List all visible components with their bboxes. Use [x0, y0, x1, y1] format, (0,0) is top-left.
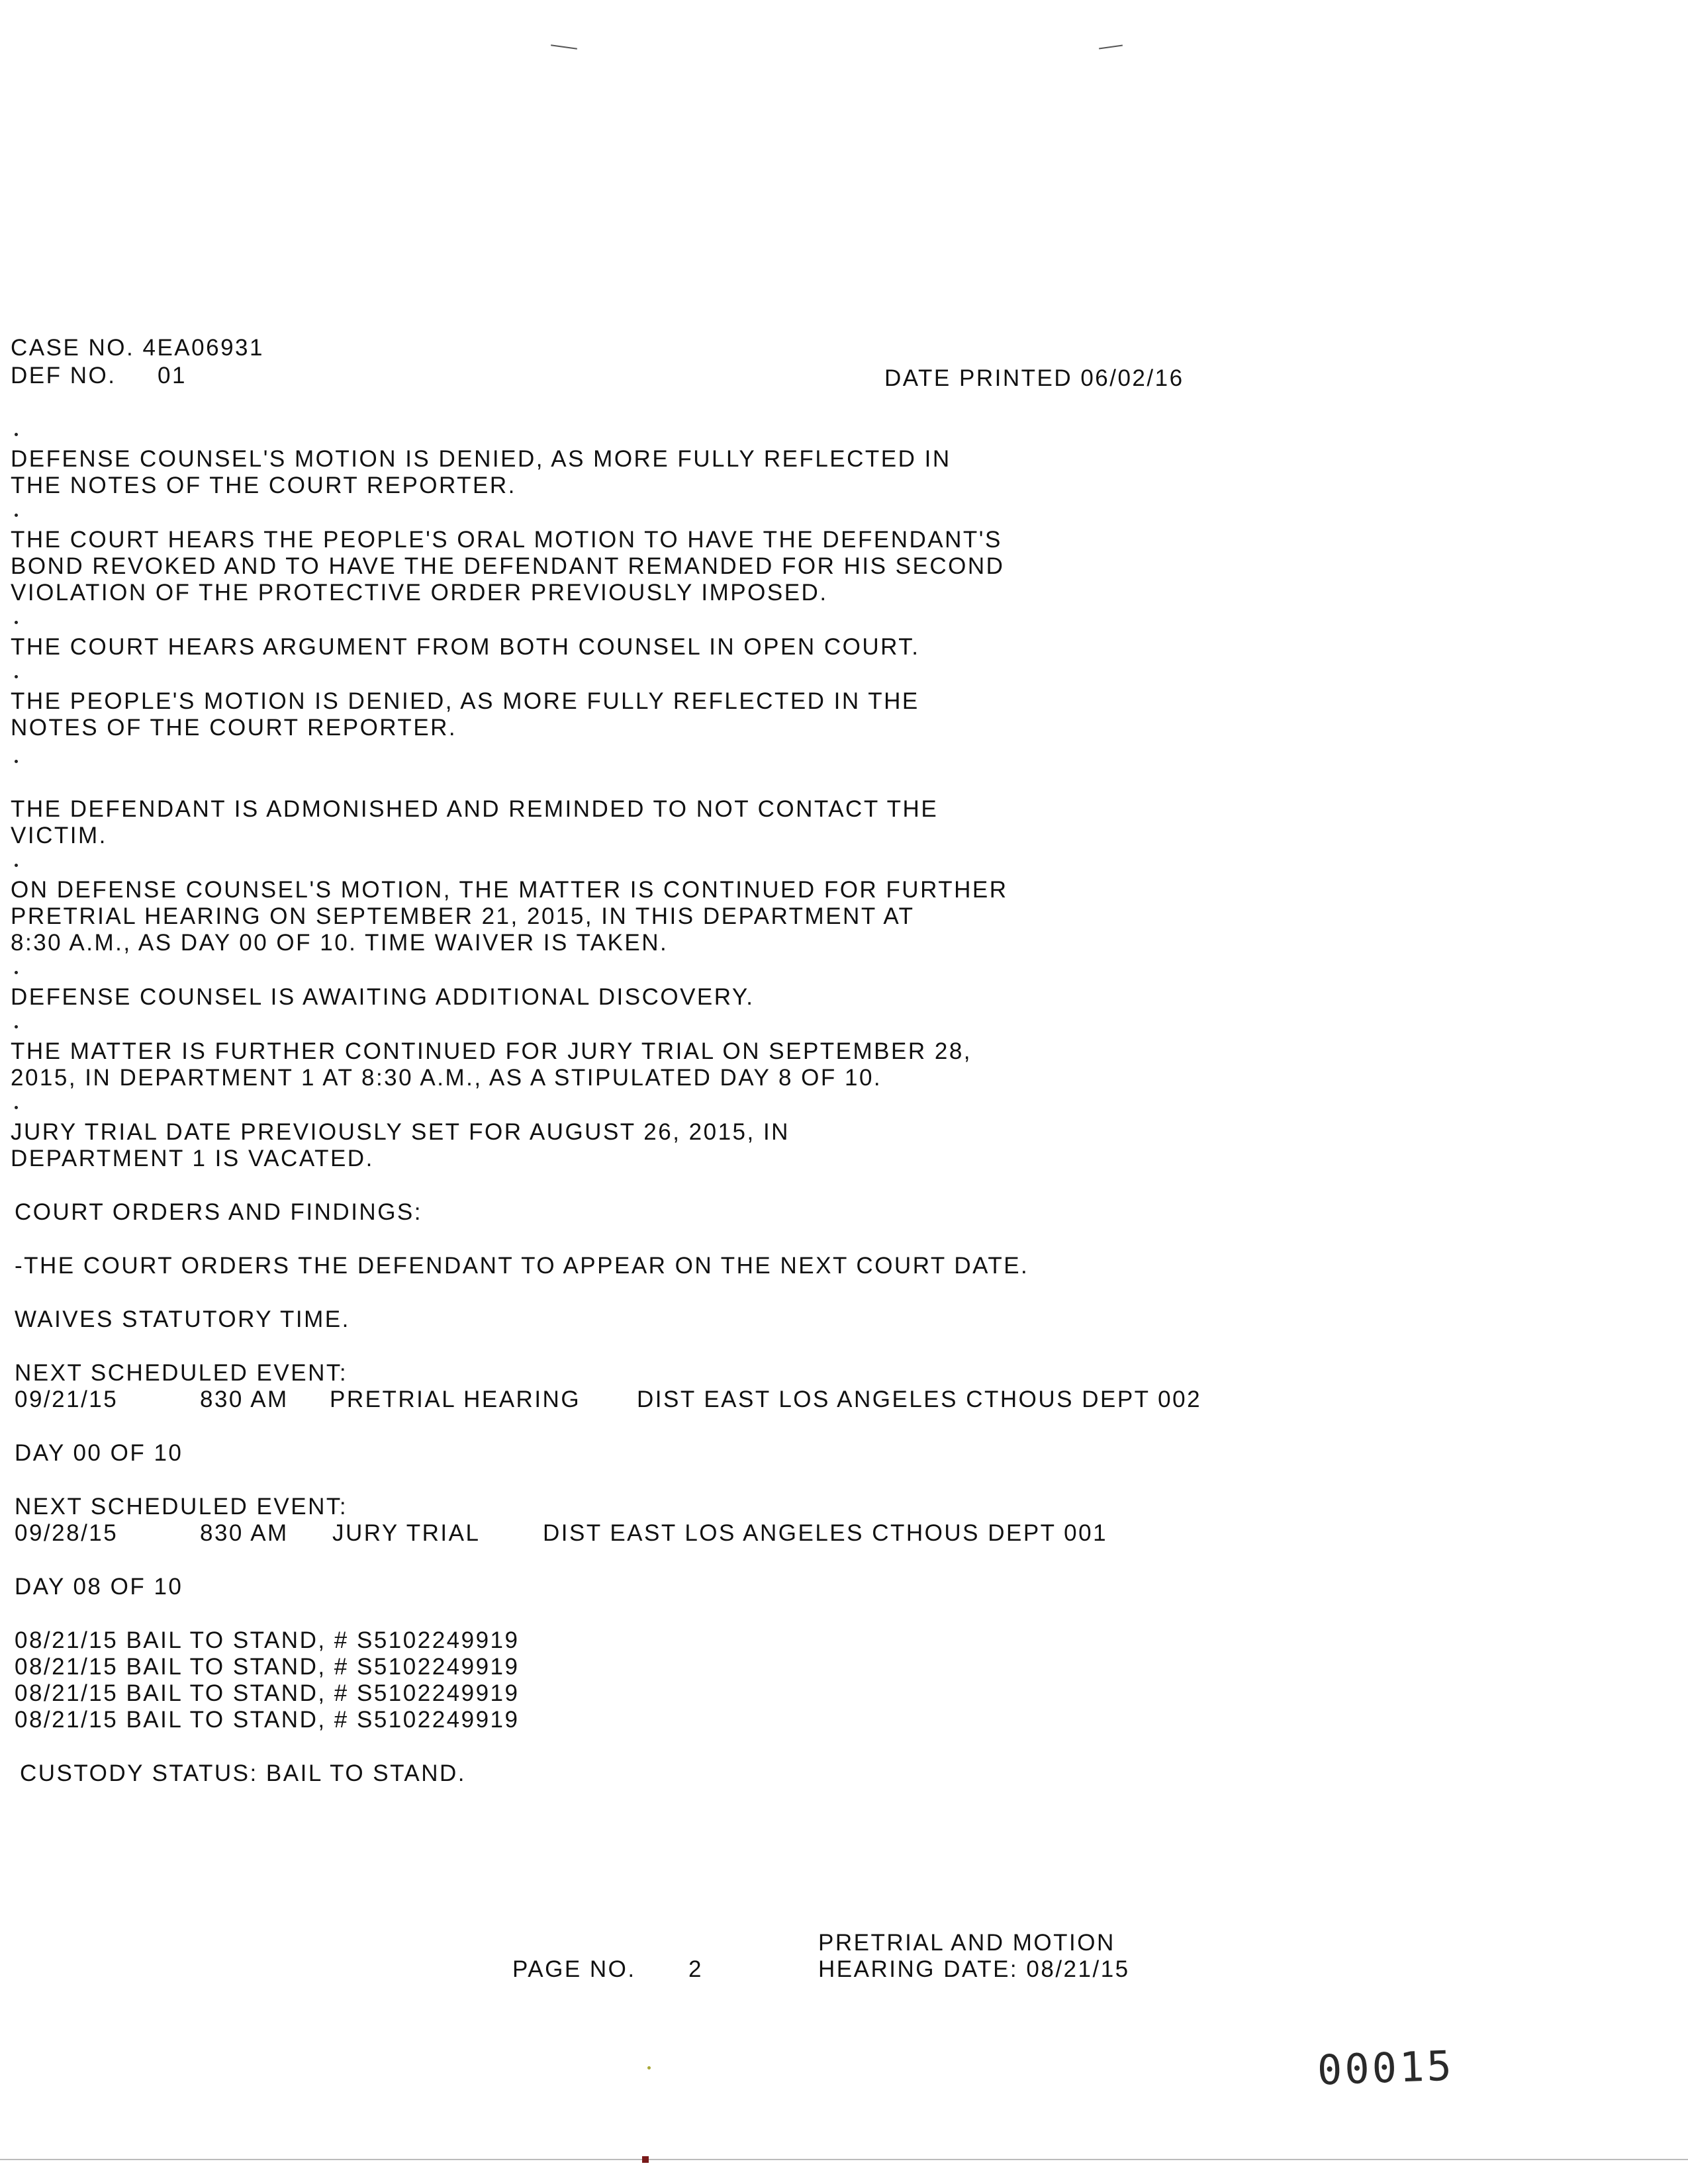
paragraph-line: THE DEFENDANT IS ADMONISHED AND REMINDED TO NOT CONTACT THE	[11, 796, 939, 822]
paragraph-line: THE COURT HEARS THE PEOPLE'S ORAL MOTION TO HAVE THE DEFENDANT'S	[11, 527, 1002, 553]
event-time: 830 AM	[200, 1387, 289, 1412]
event-date: 09/21/15	[15, 1387, 118, 1412]
event-location: DIST EAST LOS ANGELES CTHOUS DEPT 002	[637, 1387, 1202, 1412]
next-event-label: NEXT SCHEDULED EVENT:	[15, 1494, 348, 1520]
event-type: JURY TRIAL	[332, 1520, 481, 1546]
paragraph-line: 8:30 A.M., AS DAY 00 OF 10. TIME WAIVER IS TAKEN.	[11, 930, 669, 956]
paragraph-line: VICTIM.	[11, 823, 107, 848]
separator-dot	[15, 621, 18, 624]
separator-dot	[15, 971, 18, 974]
hearing-type: PRETRIAL AND MOTION	[818, 1930, 1115, 1956]
bail-line: 08/21/15 BAIL TO STAND, # S5102249919	[15, 1627, 520, 1653]
paragraph-line: DEFENSE COUNSEL IS AWAITING ADDITIONAL DISCOVERY.	[11, 984, 755, 1010]
paragraph-line: ON DEFENSE COUNSEL'S MOTION, THE MATTER IS CONTINUED FOR FURTHER	[11, 877, 1008, 903]
page-number: 2	[688, 1956, 703, 1982]
bail-line: 08/21/15 BAIL TO STAND, # S5102249919	[15, 1707, 520, 1733]
next-event-label: NEXT SCHEDULED EVENT:	[15, 1360, 348, 1386]
scan-mark	[647, 2066, 651, 2070]
separator-dot	[15, 760, 18, 763]
paragraph-line: THE COURT HEARS ARGUMENT FROM BOTH COUNSEL IN OPEN COURT.	[11, 634, 920, 660]
waives-statutory-time: WAIVES STATUTORY TIME.	[15, 1306, 350, 1332]
separator-dot	[15, 1106, 18, 1109]
paragraph-line: 2015, IN DEPARTMENT 1 AT 8:30 A.M., AS A STIPULATED DAY 8 OF 10.	[11, 1065, 882, 1091]
scan-edge-line	[0, 2159, 1688, 2160]
separator-dot	[15, 433, 18, 436]
bail-line: 08/21/15 BAIL TO STAND, # S5102249919	[15, 1654, 520, 1680]
separator-dot	[15, 1025, 18, 1028]
paragraph-line: BOND REVOKED AND TO HAVE THE DEFENDANT REMANDED FOR HIS SECOND	[11, 553, 1005, 579]
paragraph-line: PRETRIAL HEARING ON SEPTEMBER 21, 2015, IN THIS DEPARTMENT AT	[11, 903, 915, 929]
paragraph-line: THE MATTER IS FURTHER CONTINUED FOR JURY TRIAL ON SEPTEMBER 28,	[11, 1038, 972, 1064]
page-number-label: PAGE NO.	[512, 1956, 636, 1982]
paragraph-line: DEFENSE COUNSEL'S MOTION IS DENIED, AS MORE FULLY REFLECTED IN	[11, 446, 951, 472]
hearing-date: HEARING DATE: 08/21/15	[818, 1956, 1130, 1982]
event-date: 09/28/15	[15, 1520, 118, 1546]
separator-dot	[15, 864, 18, 867]
case-number: CASE NO. 4EA06931	[11, 335, 264, 361]
event-day-count: DAY 00 OF 10	[15, 1440, 183, 1466]
scan-mark	[1099, 45, 1123, 50]
bail-line: 08/21/15 BAIL TO STAND, # S5102249919	[15, 1680, 520, 1706]
scan-mark	[551, 44, 577, 50]
event-location: DIST EAST LOS ANGELES CTHOUS DEPT 001	[543, 1520, 1108, 1546]
event-type: PRETRIAL HEARING	[330, 1387, 581, 1412]
court-order: -THE COURT ORDERS THE DEFENDANT TO APPEAR ON THE NEXT COURT DATE.	[15, 1253, 1029, 1279]
def-number-label: DEF NO.	[11, 363, 117, 388]
date-printed: DATE PRINTED 06/02/16	[884, 365, 1184, 391]
scan-mark	[642, 2156, 649, 2163]
paragraph-line: VIOLATION OF THE PROTECTIVE ORDER PREVIOUSLY IMPOSED.	[11, 580, 828, 606]
def-number: 01	[158, 363, 187, 388]
paragraph-line: THE PEOPLE'S MOTION IS DENIED, AS MORE FULLY REFLECTED IN THE	[11, 688, 919, 714]
separator-dot	[15, 675, 18, 678]
custody-status: CUSTODY STATUS: BAIL TO STAND.	[20, 1760, 467, 1786]
paragraph-line: NOTES OF THE COURT REPORTER.	[11, 715, 457, 741]
paragraph-line: JURY TRIAL DATE PREVIOUSLY SET FOR AUGUST 26, 2015, IN	[11, 1119, 790, 1145]
orders-heading: COURT ORDERS AND FINDINGS:	[15, 1199, 422, 1225]
paragraph-line: THE NOTES OF THE COURT REPORTER.	[11, 473, 516, 498]
event-day-count: DAY 08 OF 10	[15, 1574, 183, 1600]
separator-dot	[15, 514, 18, 517]
event-time: 830 AM	[200, 1520, 289, 1546]
bates-stamp-number: 00015	[1316, 2041, 1455, 2095]
paragraph-line: DEPARTMENT 1 IS VACATED.	[11, 1146, 374, 1171]
